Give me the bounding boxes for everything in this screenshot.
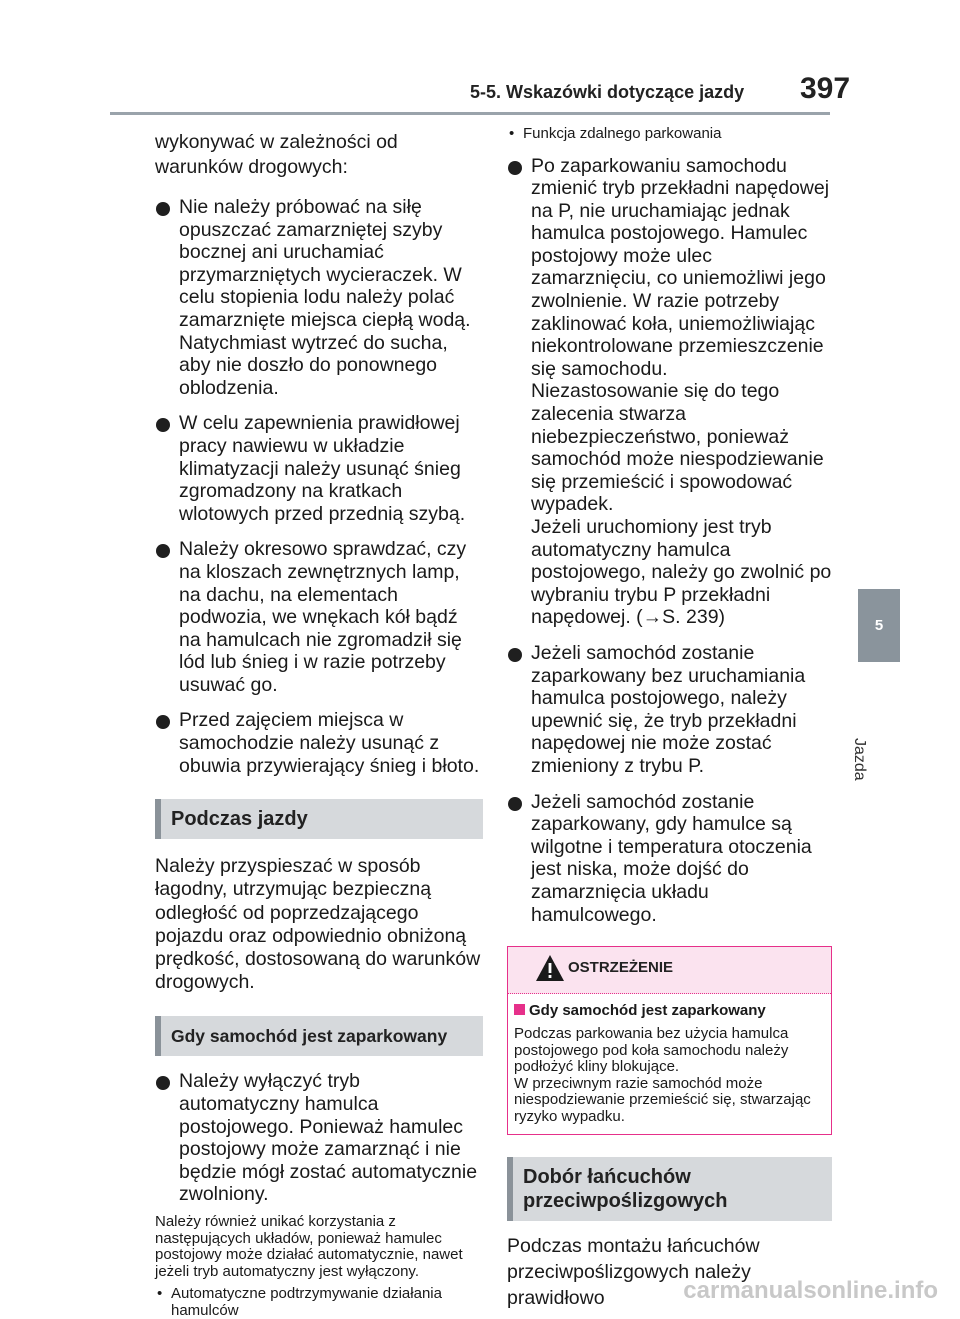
bullet-item: Przed zajęciem miejsca w samochodzie należy usunąć z obuwia przywierający śnieg i błoto. (155, 709, 483, 777)
bullet-dot-icon (508, 161, 522, 175)
chapter-label: Jazda (851, 738, 868, 781)
warning-label: OSTRZEŻENIE (568, 959, 674, 977)
bullet-dot-icon (508, 648, 522, 662)
section-heading-chains: Dobór łańcuchów przeciwpoślizgowych (507, 1157, 832, 1221)
page-number: 397 (800, 72, 851, 105)
note-list-item: • Funkcja zdalnego parkowania (509, 125, 722, 142)
section-heading-parked: Gdy samochód jest zaparkowany (155, 1016, 483, 1056)
bullet-item: Po zaparkowaniu samochodu zmienić tryb przekładni napędowej na P, nie uruchamiając jednak hamulca postojowego. Hamulec postojowy może ulec zamarznięciu, co uniemożliwi jego zwolnienie. W razie potrzeby zaklinować koła, uniemożliwiając niekontrolowane przemieszczenie się samochodu. Niezastosowanie się do tego zalecenia stwarza niebezpieczeństwo, ponieważ samochód może niespodziewanie się przemieścić i spowodować wypadek. Jeżeli uruchomiony jest tryb automatyczny hamulca postojowego, należy go zwolnić po wybraniu trybu P przekładni napędowej. (→S. 239) (507, 155, 832, 629)
section-title: 5-5. Wskazówki dotyczące jazdy (470, 82, 745, 102)
bullet-item: Jeżeli samochód zostanie zaparkowany bez uruchamiania hamulca postojowego, należy upewnić się, że tryb przekładni napędowej nie może zostać zmieniony z trybu P. (507, 642, 832, 778)
bullet-dot-icon (156, 418, 170, 432)
bullet-item: Jeżeli samochód zostanie zaparkowany, gdy hamulce są wilgotne i temperatura otoczenia jest niska, może dojść do zamarznięcia układu hamulcowego. (507, 791, 832, 927)
driving-text: Należy przyspieszać w sposób łagodny, utrzymując bezpieczną odległość od poprzedzającego pojazdu oraz odpowiednio obniżoną prędkość, dostosowaną do warunków drogowych. (155, 855, 481, 994)
intro-text: wykonywać w zależności od warunków drogowych: (155, 131, 398, 178)
bullet-dot-icon (156, 544, 170, 558)
small-bullet-icon: • (509, 125, 515, 142)
warning-heading: Gdy samochód jest zaparkowany (514, 1002, 825, 1020)
chains-text: Podczas montażu łańcuchów przeciwpoślizgowych należy prawidłowo (507, 1234, 760, 1309)
chapter-tab[interactable]: 5 (858, 589, 900, 662)
bullet-dot-icon (156, 1076, 170, 1090)
warning-text: Podczas parkowania bez użycia hamulca postojowego pod koła samochodu należy podłożyć kliny blokujące. W przeciwnym razie samochód może niespodziewanie przemieścić się, stwarzając ryzyko wypadku. (514, 1025, 811, 1126)
right-column (507, 124, 832, 1311)
bullet-item: Należy wyłączyć tryb automatyczny hamulca postojowego. Ponieważ hamulec postojowy może zamarznąć i nie będzie mógł zostać automatycznie zwolniony. (155, 1070, 483, 1206)
bullet-dot-icon (156, 715, 170, 729)
small-bullet-icon: • (157, 1285, 163, 1303)
warning-triangle-icon (535, 954, 565, 982)
square-bullet-icon (514, 1004, 525, 1015)
left-column (155, 124, 483, 1319)
note-list-item: • Automatyczne podtrzymywanie działania hamulców (157, 1285, 442, 1319)
bullet-dot-icon (156, 202, 170, 216)
warning-box (507, 946, 832, 1135)
bullet-item: W celu zapewnienia prawidłowej pracy nawiewu w układzie klimatyzacji należy usunąć śnieg zgromadzony na kratkach wlotowych przed przednią szybą. (155, 412, 483, 525)
bullet-dot-icon (508, 797, 522, 811)
warning-body (508, 994, 831, 1134)
bullet-item: Należy okresowo sprawdzać, czy na kloszach zewnętrznych lamp, na dachu, na elementach podwozia, we wnękach kół bądź na hamulcach nie zgromadził się lód lub śnieg i w razie potrzeby usuwać go. (155, 538, 483, 696)
section-heading-driving: Podczas jazdy (155, 799, 483, 839)
header-rule (110, 112, 830, 115)
parked-note: Należy również unikać korzystania z następujących układów, ponieważ hamulec postojowy może działać automatycznie, nawet jeżeli tryb automatyczny jest wyłączony. (155, 1213, 463, 1280)
bullet-item: Nie należy próbować na siłę opuszczać zamarzniętej szyby bocznej ani uruchamiać przymarzniętych wycieraczek. W celu stopienia lodu należy polać zamarznięte miejsca ciepłą wodą. Natychmiast wytrzeć do sucha, aby nie doszło do ponownego oblodzenia. (155, 196, 483, 399)
watermark: carmanualsonline.info (683, 1277, 938, 1304)
warning-header (508, 947, 831, 994)
